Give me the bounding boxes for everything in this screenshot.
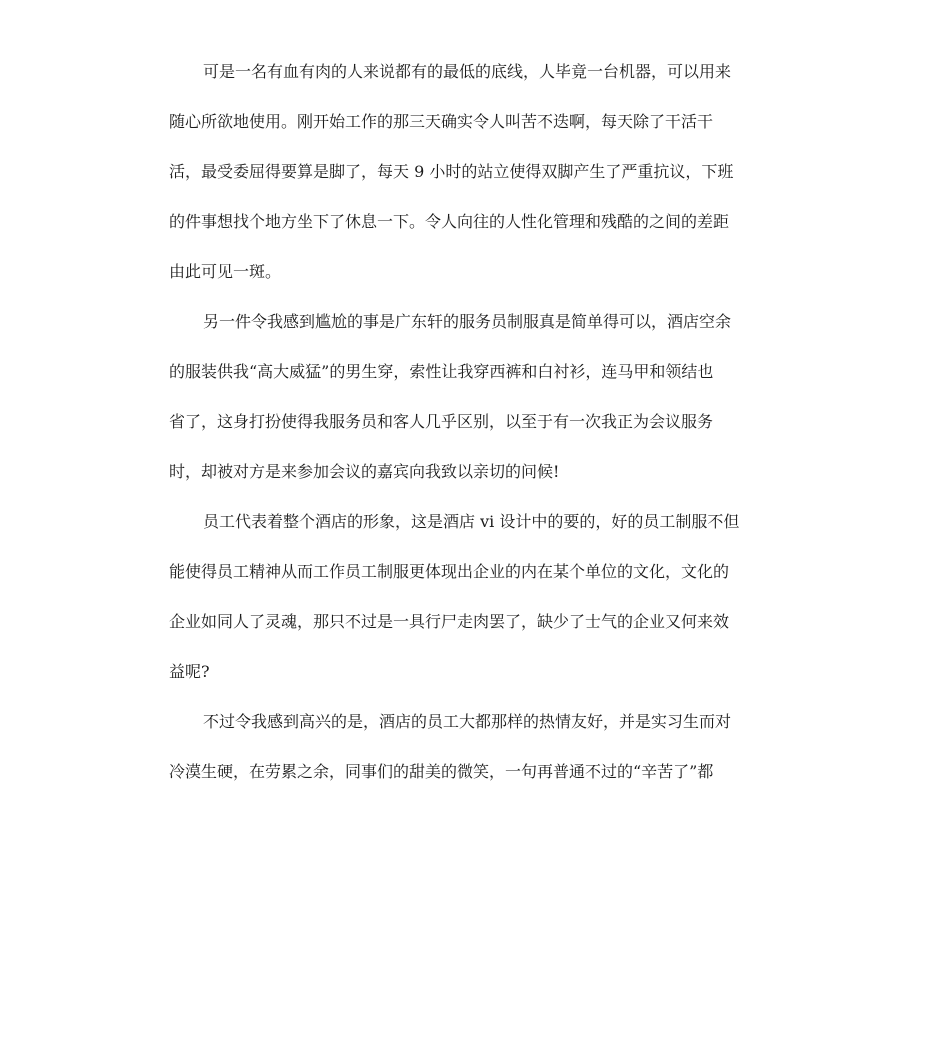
- paragraph-line: 益呢?: [169, 662, 210, 681]
- paragraph-line: 企业如同人了灵魂，那只不过是一具行尸走肉罢了，缺少了士气的企业又何来效: [169, 612, 730, 631]
- paragraph-4: [169, 712, 779, 782]
- paragraph-3: [169, 512, 779, 682]
- paragraph-line: 由此可见一斑。: [169, 262, 282, 281]
- paragraph-1: [169, 62, 779, 282]
- document-body: [169, 62, 779, 812]
- paragraph-line: 随心所欲地使用。刚开始工作的那三天确实令人叫苦不迭啊，每天除了干活干: [169, 112, 714, 131]
- paragraph-line: 时，却被对方是来参加会议的嘉宾向我致以亲切的问候!: [169, 462, 560, 481]
- paragraph-line: 的件事想找个地方坐下了休息一下。令人向往的人性化管理和残酷的之间的差距: [169, 212, 730, 231]
- paragraph-line: 活，最受委屈得要算是脚了，每天 9 小时的站立使得双脚产生了严重抗议，下班: [169, 162, 734, 181]
- paragraph-line: 冷漠生硬，在劳累之余，同事们的甜美的微笑，一句再普通不过的“辛苦了”都: [169, 762, 714, 781]
- paragraph-line: 可是一名有血有肉的人来说都有的最低的底线，人毕竟一台机器，可以用来: [203, 62, 732, 81]
- paragraph-line: 员工代表着整个酒店的形象，这是酒店 vi 设计中的要的，好的员工制服不但: [203, 512, 740, 531]
- paragraph-line: 另一件令我感到尴尬的事是广东轩的服务员制服真是简单得可以，酒店空余: [203, 312, 732, 331]
- paragraph-line: 的服装供我“高大威猛”的男生穿，索性让我穿西裤和白衬衫，连马甲和领结也: [169, 362, 714, 381]
- paragraph-line: 省了，这身打扮使得我服务员和客人几乎区别，以至于有一次我正为会议服务: [169, 412, 714, 431]
- paragraph-line: 不过令我感到高兴的是，酒店的员工大都那样的热情友好，并是实习生而对: [203, 712, 732, 731]
- paragraph-line: 能使得员工精神从而工作员工制服更体现出企业的内在某个单位的文化，文化的: [169, 562, 730, 581]
- paragraph-2: [169, 312, 779, 482]
